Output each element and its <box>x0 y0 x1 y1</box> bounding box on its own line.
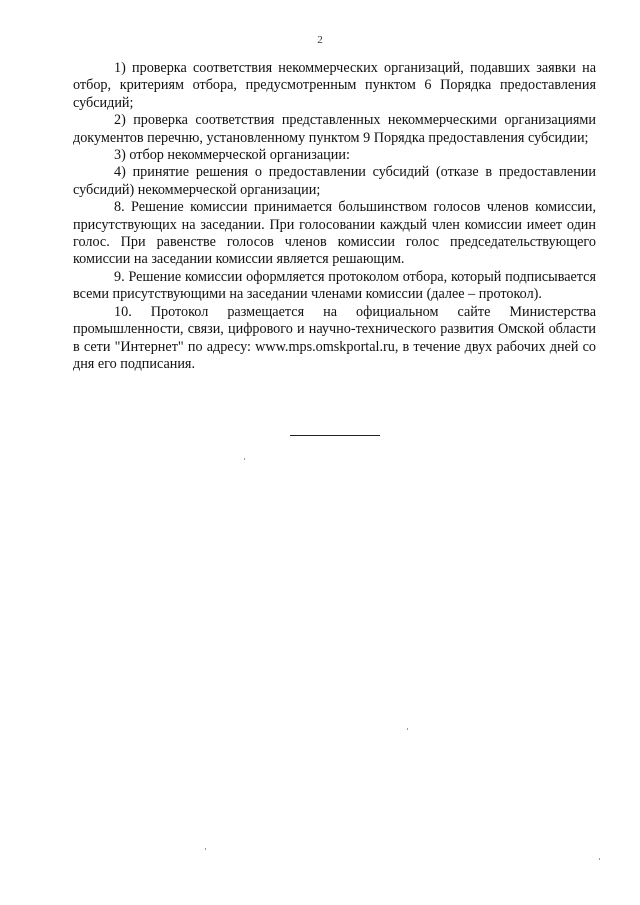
paragraph-clause-9: 9. Решение комиссии оформляется протоколом отбора, который подписывается всеми присутствующими на заседании членами комиссии (далее – протокол). <box>73 268 596 303</box>
paragraph-clause-10: 10. Протокол размещается на официальном сайте Министерства промышленности, связи, цифрового и научно-технического развития Омской области в сети "Интернет" по адресу: www.mps.omskportal.ru, в течение двух рабочих дней со дня его подписания. <box>73 303 596 372</box>
page-number: 2 <box>317 34 323 46</box>
paragraph-item-3: 3) отбор некоммерческой организации: <box>114 147 350 164</box>
paragraph-item-1: 1) проверка соответствия некоммерческих организаций, подавших заявки на отбор, критериям отбора, предусмотренным пунктом 6 Порядка предоставления субсидий; <box>73 60 596 111</box>
paragraph-clause-8: 8. Решение комиссии принимается большинством голосов членов комиссии, присутствующих на заседании. При голосовании каждый член комиссии имеет один голос. При равенстве голосов членов комиссии голос председательствующего комиссии на заседании комиссии является решающим. <box>73 199 596 268</box>
paragraph-item-2: 2) проверка соответствия представленных некоммерческими организациями документов перечню, установленному пунктом 9 Порядка предоставления субсидии; <box>73 112 596 146</box>
scan-speck <box>205 848 206 850</box>
document-body <box>73 60 596 373</box>
paragraph-item-4: 4) принятие решения о предоставлении субсидий (отказе в предоставлении субсидий) некоммерческой организации; <box>73 164 596 198</box>
scan-speck <box>407 728 408 730</box>
end-divider <box>290 435 380 436</box>
scan-speck <box>599 858 600 860</box>
scan-speck <box>244 458 245 460</box>
